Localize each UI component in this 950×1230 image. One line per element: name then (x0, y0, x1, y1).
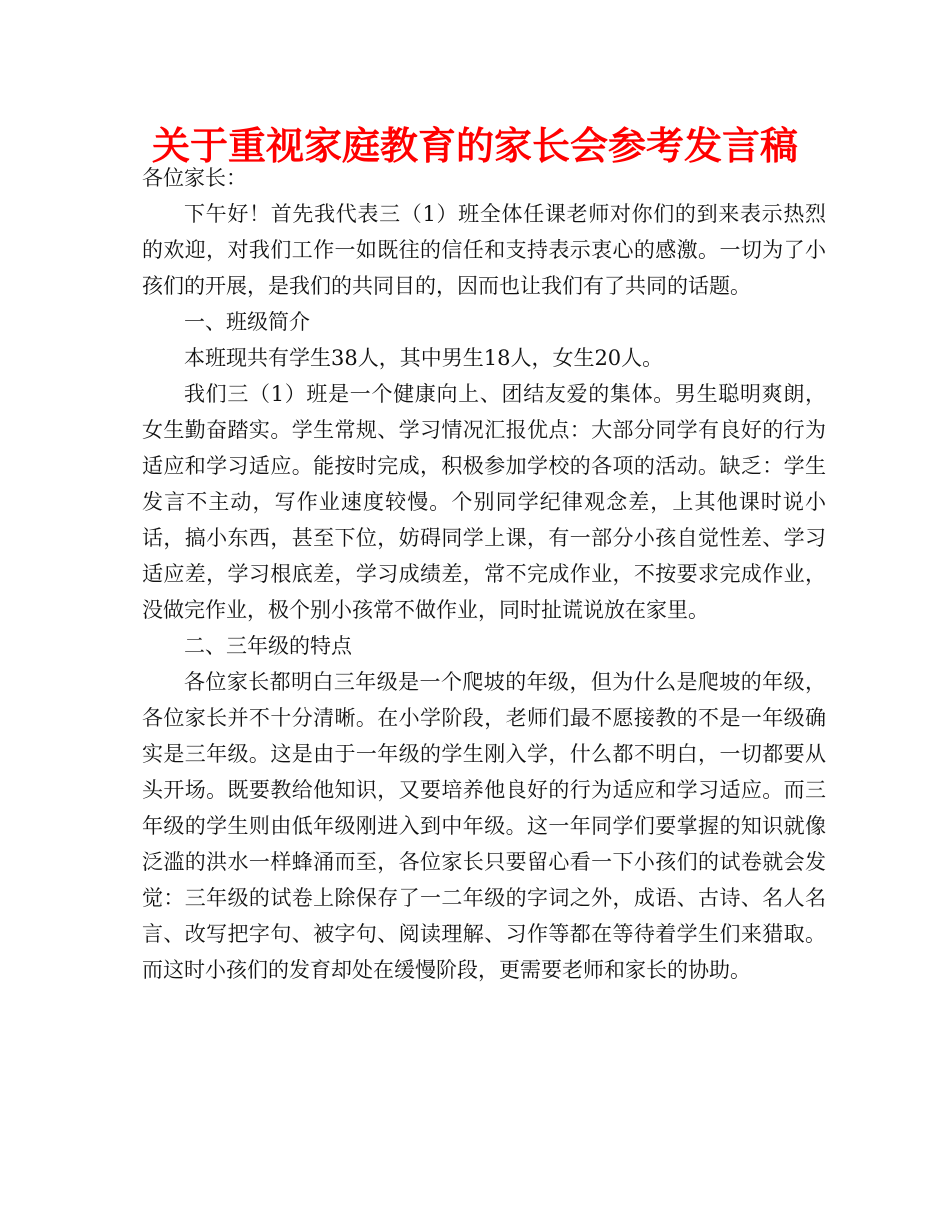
grade-features-paragraph: 各位家长都明白三年级是一个爬坡的年级，但为什么是爬坡的年级，各位家长并不十分清晰。在小学阶段，老师们最不愿接教的不是一年级确实是三年级。这是由于一年级的学生刚入学，什么都不明白，一切都要从头开场。既要教给他知识，又要培养他良好的行为适应和学习适应。而三年级的学生则由低年级刚进入到中年级。这一年同学们要掌握的知识就像泛滥的洪水一样蜂涌而至，各位家长只要留心看一下小孩们的试卷就会发觉：三年级的试卷上除保存了一二年级的字词之外，成语、古诗、名人名言、改写把字句、被字句、阅读理解、习作等都在等待着学生们来猎取。而这时小孩们的发育却处在缓慢阶段，更需要老师和家长的协助。 (142, 670, 826, 982)
salutation: 各位家长： (142, 166, 247, 190)
section-heading-class-intro: 一、班级简介 (184, 310, 310, 334)
greeting-paragraph: 下午好！首先我代表三（1）班全体任课老师对你们的到来表示热烈的欢迎，对我们工作一如既往的信任和支持表示衷心的感激。一切为了小孩们的开展，是我们的共同目的，因而也让我们有了共同的话题。 (142, 202, 826, 298)
document-title: 关于重视家庭教育的家长会参考发言稿 (151, 124, 798, 168)
document-body (142, 160, 826, 988)
class-stats-paragraph: 本班现共有学生38人，其中男生18人，女生20人。 (184, 346, 664, 370)
section-heading-grade-features: 二、三年级的特点 (184, 634, 352, 658)
class-description-paragraph: 我们三（1）班是一个健康向上、团结友爱的集体。男生聪明爽朗，女生勤奋踏实。学生常规、学习情况汇报优点：大部分同学有良好的行为适应和学习适应。能按时完成，积极参加学校的各项的活动。缺乏：学生发言不主动，写作业速度较慢。个别同学纪律观念差，上其他课时说小话，搞小东西，甚至下位，妨碍同学上课，有一部分小孩自觉性差、学习适应差，学习根底差，学习成绩差，常不完成作业，不按要求完成作业，没做完作业，极个别小孩常不做作业，同时扯谎说放在家里。 (142, 382, 826, 622)
